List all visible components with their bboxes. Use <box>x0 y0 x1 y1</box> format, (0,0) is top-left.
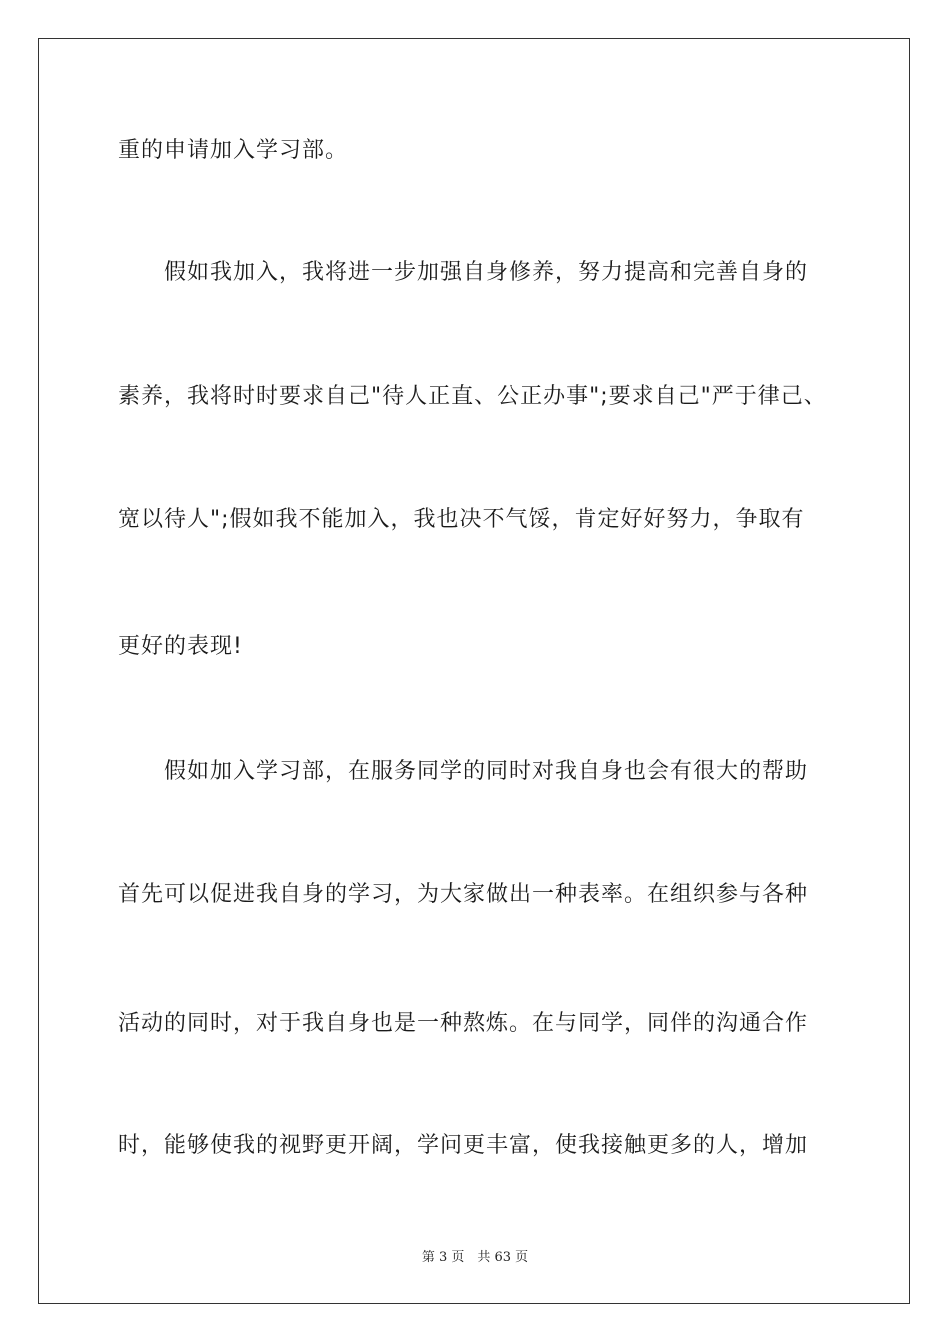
text-line-9: 时，能够使我的视野更开阔，学问更丰富，使我接触更多的人，增加 <box>118 1133 809 1158</box>
text-line-2: 假如我加入，我将进一步加强自身修养，努力提高和完善自身的 <box>118 260 809 285</box>
page-border <box>38 38 910 1304</box>
text-line-7: 首先可以促进我自身的学习，为大家做出一种表率。在组织参与各种 <box>118 882 809 907</box>
text-line-6: 假如加入学习部，在服务同学的同时对我自身也会有很大的帮助 <box>118 759 809 784</box>
text-line-4: 宽以待人";假如我不能加入，我也决不气馁，肯定好好努力，争取有 <box>118 507 805 532</box>
text-line-5: 更好的表现! <box>118 634 243 659</box>
text-line-1: 重的申请加入学习部。 <box>118 138 349 163</box>
text-line-3: 素养，我将时时要求自己"待人正直、公正办事";要求自己"严于律己、 <box>118 384 827 409</box>
page-number-footer: 第 3 页 共 63 页 <box>421 1250 529 1265</box>
text-line-8: 活动的同时，对于我自身也是一种熬炼。在与同学，同伴的沟通合作 <box>118 1011 809 1036</box>
